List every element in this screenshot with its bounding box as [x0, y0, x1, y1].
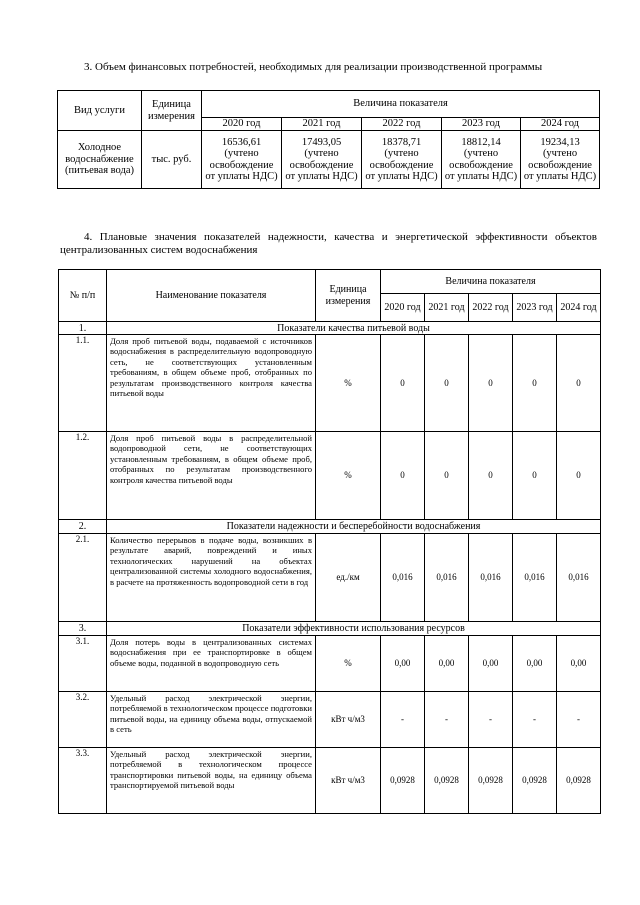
- header-year: 2021 год: [282, 118, 362, 131]
- indicator-value: -: [381, 692, 425, 748]
- indicator-value: -: [469, 692, 513, 748]
- row-num: 1.2.: [59, 432, 107, 520]
- indicator-name: Удельный расход электрической энергии, потребляемой в технологическом процессе транспортировки питьевой воды, на единицу объема транспортируемой питьевой воды: [107, 748, 316, 814]
- row-num: 3.2.: [59, 692, 107, 748]
- indicator-value: 0,0928: [513, 748, 557, 814]
- header-num: № п/п: [59, 270, 107, 322]
- section-4-title-text: 4. Плановые значения показателей надежности, качества и энергетической эффективности объектов централизованных систем водоснабжения: [60, 231, 597, 256]
- value-cell: 17493,05 (учтено освобождение от уплаты НДС): [282, 131, 362, 189]
- indicator-value: -: [557, 692, 601, 748]
- indicator-value: 0: [469, 432, 513, 520]
- header-year: 2022 год: [469, 294, 513, 322]
- group-title: Показатели эффективности использования ресурсов: [107, 622, 601, 636]
- indicator-value: 0: [381, 335, 425, 432]
- header-value: Величина показателя: [202, 91, 600, 118]
- indicator-value: -: [425, 692, 469, 748]
- indicator-value: 0: [513, 335, 557, 432]
- indicator-unit: %: [316, 335, 381, 432]
- service-name: Холодное водоснабжение (питьевая вода): [58, 131, 142, 189]
- group-title: Показатели качества питьевой воды: [107, 322, 601, 335]
- indicator-name: Доля проб питьевой воды, подаваемой с источников водоснабжения в распределительную водопроводную сеть, не соответствующих установленным требованиям, в общем объеме проб, отобранных по результатам производственного контроля качества питьевой воды: [107, 335, 316, 432]
- header-year: 2023 год: [442, 118, 521, 131]
- indicator-unit: %: [316, 432, 381, 520]
- row-num: 3.1.: [59, 636, 107, 692]
- row-num: 3.3.: [59, 748, 107, 814]
- indicator-value: 0,016: [425, 534, 469, 622]
- indicator-value: 0: [425, 335, 469, 432]
- indicator-value: 0,00: [425, 636, 469, 692]
- header-unit: Единица измерения: [316, 270, 381, 322]
- indicator-value: 0,016: [381, 534, 425, 622]
- service-unit: тыс. руб.: [142, 131, 202, 189]
- indicator-value: 0,00: [513, 636, 557, 692]
- indicator-name: Доля проб питьевой воды в распределительной водопроводной сети, не соответствующих установленным требованиям, в общем объеме проб, отобранных по результатам производственного контроля качества питьевой воды: [107, 432, 316, 520]
- row-num: 2.1.: [59, 534, 107, 622]
- indicator-value: 0,00: [469, 636, 513, 692]
- indicator-unit: ед./км: [316, 534, 381, 622]
- indicator-value: 0: [513, 432, 557, 520]
- row-num: 1.1.: [59, 335, 107, 432]
- indicator-value: 0: [557, 335, 601, 432]
- header-name: Наименование показателя: [107, 270, 316, 322]
- header-value: Величина показателя: [381, 270, 601, 294]
- indicator-value: 0,016: [557, 534, 601, 622]
- header-year: 2020 год: [202, 118, 282, 131]
- indicator-unit: кВт ч/м3: [316, 692, 381, 748]
- indicator-value: 0,0928: [425, 748, 469, 814]
- value-cell: 18812,14 (учтено освобождение от уплаты НДС): [442, 131, 521, 189]
- section-3-title: [60, 61, 597, 74]
- header-year: 2021 год: [425, 294, 469, 322]
- group-num: 1.: [59, 322, 107, 335]
- section-4-title: [60, 231, 597, 257]
- header-year: 2024 год: [521, 118, 600, 131]
- header-year: 2024 год: [557, 294, 601, 322]
- group-num: 2.: [59, 520, 107, 534]
- value-cell: 19234,13 (учтено освобождение от уплаты НДС): [521, 131, 600, 189]
- indicator-value: 0: [425, 432, 469, 520]
- indicator-value: 0,0928: [557, 748, 601, 814]
- indicator-value: 0,00: [557, 636, 601, 692]
- indicator-name: Доля потерь воды в централизованных системах водоснабжения при ее транспортировке в общем объеме воды, поданной в водопроводную сеть: [107, 636, 316, 692]
- header-year: 2020 год: [381, 294, 425, 322]
- indicator-value: -: [513, 692, 557, 748]
- indicator-value: 0,016: [513, 534, 557, 622]
- indicator-value: 0: [381, 432, 425, 520]
- indicator-unit: %: [316, 636, 381, 692]
- header-service: Вид услуги: [58, 91, 142, 131]
- value-cell: 16536,61 (учтено освобождение от уплаты НДС): [202, 131, 282, 189]
- indicator-name: Удельный расход электрической энергии, потребляемой в технологическом процессе подготовки питьевой воды, на единицу объема воды, отпускаемой в сеть: [107, 692, 316, 748]
- header-unit: Единица измерения: [142, 91, 202, 131]
- indicator-value: 0,00: [381, 636, 425, 692]
- group-num: 3.: [59, 622, 107, 636]
- header-year: 2023 год: [513, 294, 557, 322]
- indicator-value: 0: [557, 432, 601, 520]
- indicator-value: 0: [469, 335, 513, 432]
- section-3-title-text: 3. Объем финансовых потребностей, необходимых для реализации производственной программы: [84, 61, 543, 73]
- indicator-value: 0,0928: [469, 748, 513, 814]
- indicator-unit: кВт ч/м3: [316, 748, 381, 814]
- indicator-name: Количество перерывов в подаче воды, возникших в результате аварий, повреждений и иных технологических нарушений на объектах централизованной системы холодного водоснабжения, в расчете на протяженность водопроводной сети в год: [107, 534, 316, 622]
- indicators-table: [58, 269, 601, 814]
- value-cell: 18378,71 (учтено освобождение от уплаты НДС): [362, 131, 442, 189]
- group-title: Показатели надежности и бесперебойности водоснабжения: [107, 520, 601, 534]
- header-year: 2022 год: [362, 118, 442, 131]
- indicator-value: 0,016: [469, 534, 513, 622]
- financial-needs-table: [57, 90, 600, 189]
- indicator-value: 0,0928: [381, 748, 425, 814]
